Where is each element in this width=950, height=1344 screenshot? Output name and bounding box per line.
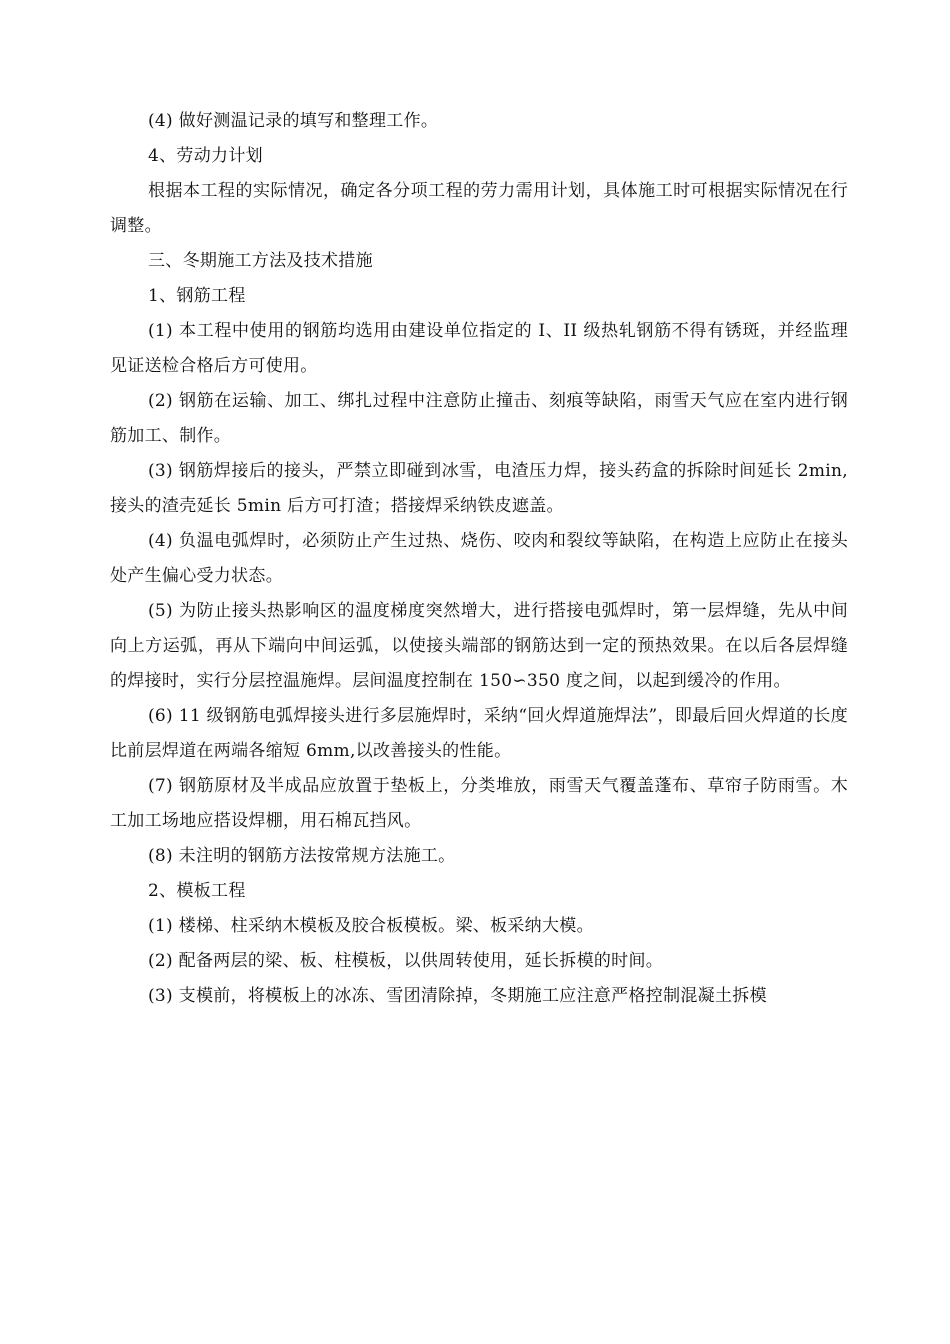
paragraph-rebar-8: (8) 未注明的钢筋方法按常规方法施工。 [148,846,456,866]
paragraph-temperature-record: (4) 做好测温记录的填写和整理工作。 [148,111,439,131]
paragraph-formwork-3: (3) 支模前，将模板上的冰冻、雪团清除掉，冬期施工应注意严格控制混凝土拆模 [148,986,767,1006]
heading-formwork: 2、模板工程 [148,881,246,901]
document-body [110,104,848,1014]
paragraph-formwork-1: (1) 楼梯、柱采纳木模板及胶合板模板。梁、板采纳大模。 [148,916,594,936]
heading-rebar-works: 1、钢筋工程 [148,286,246,306]
paragraph-rebar-1: (1) 本工程中使用的钢筋均选用由建设单位指定的 I、II 级热轧钢筋不得有锈斑，并经监理见证送检合格后方可使用。 [110,321,848,376]
heading-winter-construction: 三、冬期施工方法及技术措施 [148,251,373,271]
paragraph-rebar-5: (5) 为防止接头热影响区的温度梯度突然增大，进行搭接电弧焊时，第一层焊缝，先从中间向上方运弧，再从下端向中间运弧，以使接头端部的钢筋达到一定的预热效果。在以后各层焊缝的焊接时，实行分层控温施焊。层间温度控制在 150∽350 度之间，以起到缓冷的作用。 [110,601,848,691]
heading-labor-plan: 4、劳动力计划 [148,146,263,166]
paragraph-rebar-3: (3) 钢筋焊接后的接头，严禁立即碰到冰雪，电渣压力焊，接头药盒的拆除时间延长 2min,接头的渣壳延长 5min 后方可打渣；搭接焊采纳铁皮遮盖。 [110,461,848,516]
paragraph-formwork-2: (2) 配备两层的梁、板、柱模板，以供周转使用，延长拆模的时间。 [148,951,664,971]
paragraph-rebar-2: (2) 钢筋在运输、加工、绑扎过程中注意防止撞击、刻痕等缺陷，雨雪天气应在室内进行钢筋加工、制作。 [110,391,848,446]
paragraph-labor-plan: 根据本工程的实际情况，确定各分项工程的劳力需用计划，具体施工时可根据实际情况在行调整。 [110,181,848,236]
paragraph-rebar-7: (7) 钢筋原材及半成品应放置于垫板上，分类堆放，雨雪天气覆盖蓬布、草帘子防雨雪。木工加工场地应搭设焊棚，用石棉瓦挡风。 [110,776,848,831]
paragraph-rebar-4: (4) 负温电弧焊时，必须防止产生过热、烧伤、咬肉和裂纹等缺陷，在构造上应防止在接头处产生偏心受力状态。 [110,531,848,586]
paragraph-rebar-6: (6) 11 级钢筋电弧焊接头进行多层施焊时，采纳“回火焊道施焊法”，即最后回火焊道的长度比前层焊道在两端各缩短 6mm,以改善接头的性能。 [110,706,848,761]
